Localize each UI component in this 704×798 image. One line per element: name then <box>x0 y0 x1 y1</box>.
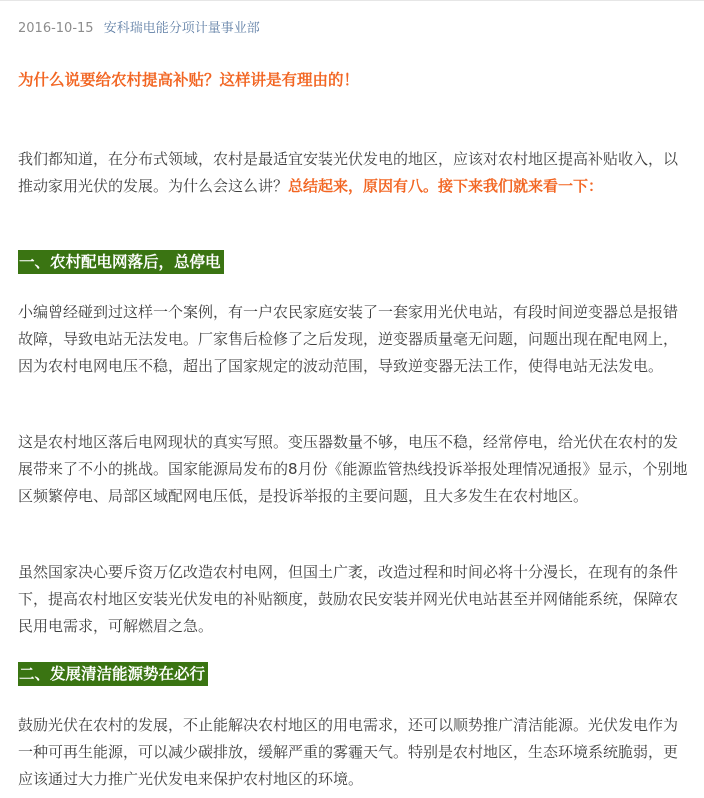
intro-highlight: 总结起来，原因有八。接下来我们就来看一下： <box>288 177 604 195</box>
section-2-paragraph-1: 鼓励光伏在农村的发展，不止能解决农村地区的用电需求，还可以顺势推广清洁能源。光伏发电作为一种可再生能源，可以减少碳排放，缓解严重的雾霾天气。特别是农村地区，生态环境系统脆弱，更应该通过大力推广光伏发电来保护农村地区的环境。 <box>18 716 679 788</box>
section-1-paragraph-3: 虽然国家决心要斥资万亿改造农村电网，但国土广袤，改造过程和时间必将十分漫长，在现有的条件下，提高农村地区安装光伏发电的补贴额度，鼓励农民安装并网光伏电站甚至并网储能系统，保障农民用电需求，可解燃眉之急。 <box>18 563 679 635</box>
section-1-paragraph-1: 小编曾经碰到过这样一个案例，有一户农民家庭安装了一套家用光伏电站，有段时间逆变器总是报错故障，导致电站无法发电。厂家售后检修了之后发现，逆变器质量毫无问题，问题出现在配电网上，因为农村电网电压不稳，超出了国家规定的波动范围，导致逆变器无法工作，使得电站无法发电。 <box>18 303 679 375</box>
account-name-link[interactable]: 安科瑞电能分项计量事业部 <box>103 21 260 36</box>
section-1-paragraph-2: 这是农村地区落后电网现状的真实写照。变压器数量不够，电压不稳，经常停电，给光伏在农村的发展带来了不小的挑战。国家能源局发布的8月份《能源监管热线投诉举报处理情况通报》显示，个别地区频繁停电、局部区域配网电压低，是投诉举报的主要问题，且大多发生在农村地区。 <box>18 433 688 505</box>
section-heading-1: 一、农村配电网落后，总停电 <box>18 250 224 274</box>
article-title: 为什么说要给农村提高补贴？这样讲是有理由的！ <box>18 71 360 89</box>
section-heading-2: 二、发展清洁能源势在必行 <box>18 662 208 686</box>
article-meta <box>18 19 260 39</box>
intro-paragraph <box>18 146 688 200</box>
intro-text: 我们都知道，在分布式领域，农村是最适宜安装光伏发电的地区，应该对农村地区提高补贴收入，以推动家用光伏的发展。为什么会这么讲？ <box>18 150 679 195</box>
publish-date: 2016-10-15 <box>18 21 94 36</box>
top-divider <box>0 0 704 1</box>
